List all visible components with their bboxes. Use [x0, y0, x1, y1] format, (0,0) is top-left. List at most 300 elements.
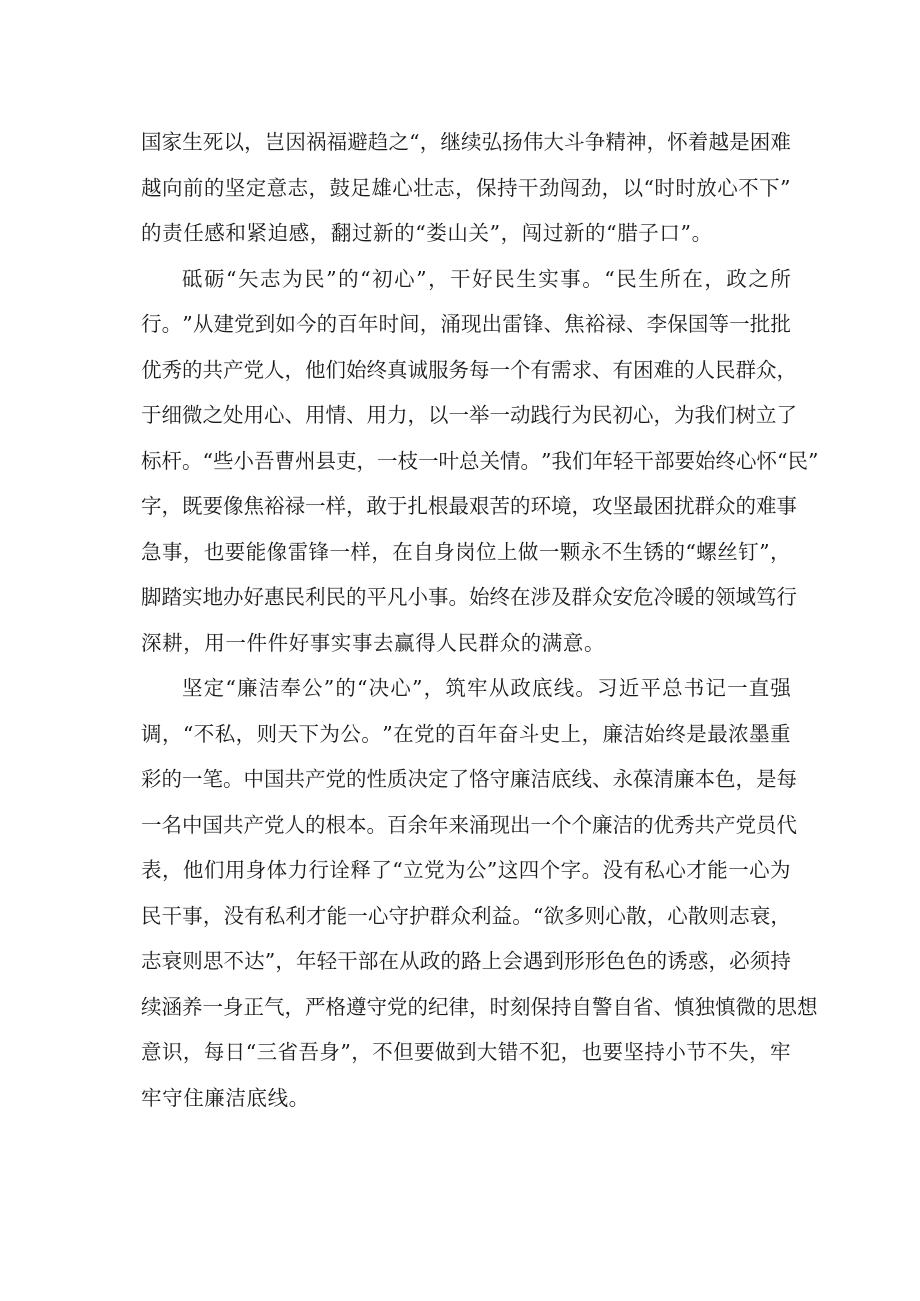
text-char: 事: [161, 539, 183, 564]
text-char: 这: [497, 858, 519, 882]
text-char: 能: [245, 539, 267, 564]
text-char: ”: [326, 266, 337, 291]
text-char: ，: [161, 721, 183, 746]
text-char: 洁: [530, 767, 551, 791]
text-char: 个: [510, 357, 531, 382]
text-char: 困: [653, 494, 674, 518]
text-char: 领: [715, 585, 736, 609]
text-char: 的: [394, 221, 415, 245]
text-char: 岂: [264, 130, 286, 154]
text-char: 小: [665, 1040, 686, 1064]
text-char: 线: [553, 676, 575, 700]
text-char: 党: [424, 858, 445, 882]
text-char: 廉: [204, 1085, 225, 1110]
text-char: 焦: [243, 494, 264, 518]
text-char: ，: [183, 630, 204, 655]
text-char: 去: [373, 630, 394, 655]
text-char: 身: [223, 994, 244, 1019]
text-char: 上: [560, 721, 582, 746]
text-char: 等: [708, 312, 729, 336]
text-char: ，: [419, 312, 441, 336]
text-char: 于: [387, 494, 408, 518]
text-char: “: [776, 448, 788, 473]
text-char: “: [532, 903, 544, 928]
text-char: 暖: [674, 585, 695, 609]
text-char: 、: [592, 357, 613, 382]
text-char: 国: [687, 312, 709, 336]
text-char: 要: [602, 1040, 624, 1064]
text-char: ”: [759, 539, 770, 564]
text-char: 神: [625, 130, 647, 154]
text-char: 年: [295, 949, 317, 973]
text-char: 域: [735, 585, 756, 609]
text-char: 总: [662, 676, 683, 700]
text-char: 建: [213, 312, 234, 336]
text-char: 事: [428, 585, 449, 609]
text-char: 共: [202, 357, 223, 382]
text-char: 的: [305, 812, 326, 837]
text-char: 日: [224, 1040, 246, 1064]
text-char: 定: [245, 175, 267, 200]
text-char: 根: [428, 494, 449, 518]
text-char: 避: [347, 130, 368, 154]
text-char: 叶: [438, 448, 459, 473]
text-char: 立: [756, 403, 777, 427]
text-char: 律: [448, 994, 469, 1019]
text-char: ”: [486, 858, 498, 882]
text-char: 求: [571, 357, 592, 382]
text-char: 趋: [367, 130, 389, 154]
text-char: 员: [756, 812, 777, 837]
text-char: 好: [288, 630, 310, 655]
text-char: 情: [325, 403, 346, 427]
text-char: 凡: [387, 585, 408, 609]
text-char: 要: [224, 539, 246, 564]
text-char: 众: [499, 630, 521, 655]
text-char: 党: [387, 994, 408, 1019]
text-char: 公: [465, 858, 487, 882]
text-char: 像: [266, 539, 288, 564]
text-char: ，: [704, 266, 725, 291]
text-char: 曹: [274, 448, 295, 473]
text-char: 子: [638, 221, 659, 245]
text-char: 没: [223, 903, 244, 928]
text-char: ，: [356, 448, 377, 473]
text-char: 坚: [224, 175, 246, 200]
text-char: 苦: [489, 494, 510, 518]
text-char: ，: [284, 994, 305, 1019]
text-char: 争: [584, 130, 606, 154]
text-char: 脚: [141, 585, 162, 609]
text-char: 保: [667, 312, 688, 336]
text-char: 则: [584, 903, 606, 928]
text-char: 不: [518, 1040, 540, 1064]
text-line: [141, 848, 791, 894]
text-char: 要: [202, 494, 223, 518]
text-char: 根: [325, 812, 346, 837]
text-char: 在: [682, 266, 703, 291]
text-char: “: [360, 266, 371, 291]
text-char: 护: [409, 903, 430, 928]
text-char: 来: [448, 812, 469, 837]
text-char: 部: [653, 448, 675, 473]
text-char: ，: [749, 1040, 770, 1064]
text-char: “: [202, 448, 213, 473]
text-char: 的: [316, 312, 338, 336]
text-char: 间: [399, 312, 420, 336]
text-char: 以: [428, 403, 449, 427]
text-char: 想: [797, 994, 818, 1019]
text-char: 是: [756, 767, 777, 791]
text-char: ”: [540, 448, 552, 473]
text-char: 微: [182, 403, 203, 427]
text-char: 天: [277, 721, 299, 746]
text-char: 一: [182, 767, 203, 791]
text-char: 于: [141, 403, 162, 427]
text-char: 永: [612, 767, 633, 791]
text-char: 利: [285, 903, 306, 928]
text-char: 。: [182, 448, 203, 473]
text-char: 生: [516, 266, 537, 291]
text-char: 福: [326, 130, 348, 154]
text-char: 余: [407, 812, 428, 837]
text-char: “: [392, 858, 403, 882]
text-char: 秀: [161, 357, 182, 382]
text-char: 县: [315, 448, 336, 473]
text-char: 思: [776, 994, 797, 1019]
text-char: 们: [203, 858, 225, 882]
text-char: 持: [551, 994, 572, 1019]
text-char: 。: [161, 312, 183, 336]
text-char: 决: [368, 676, 390, 700]
text-char: ，: [284, 357, 305, 382]
text-char: 的: [440, 949, 461, 973]
text-char: ，: [275, 949, 296, 973]
text-char: 直: [748, 676, 770, 700]
text-char: 因: [285, 130, 306, 154]
text-char: 人: [436, 630, 457, 655]
text-char: 。: [583, 630, 605, 655]
text-char: 现: [460, 312, 482, 336]
text-char: 每: [203, 1040, 225, 1064]
text-char: 干: [633, 448, 654, 473]
text-char: 以: [223, 130, 244, 154]
text-char: 决: [407, 767, 428, 791]
text-char: 翻: [330, 221, 352, 245]
text-char: 廉: [602, 721, 624, 746]
text-char: 实: [538, 266, 559, 291]
text-char: 平: [366, 585, 387, 609]
text-char: 难: [756, 494, 777, 518]
text-char: 、: [625, 312, 647, 336]
text-char: 轻: [612, 448, 634, 473]
text-char: 本: [346, 812, 367, 837]
text-char: ，: [346, 494, 367, 518]
text-line: [141, 1030, 791, 1076]
text-char: 记: [705, 676, 726, 700]
text-char: 时: [654, 175, 675, 200]
text-char: 用: [366, 403, 387, 427]
text-line: [141, 666, 791, 712]
text-char: 。: [288, 1085, 310, 1110]
text-char: 不: [707, 1040, 728, 1064]
text-char: 自: [612, 994, 633, 1019]
text-char: 一: [376, 448, 398, 473]
text-char: “: [226, 266, 237, 291]
text-char: ”: [416, 266, 427, 291]
text-char: 本: [694, 767, 715, 791]
text-char: 用: [243, 403, 264, 427]
text-line: [141, 484, 797, 530]
text-char: 百: [337, 312, 358, 336]
text-char: 境: [551, 494, 572, 518]
text-char: 身: [245, 858, 267, 882]
text-char: 多: [564, 903, 585, 928]
text-char: 干: [161, 903, 183, 928]
text-char: 怀: [756, 448, 777, 473]
text-char: 下: [759, 175, 780, 200]
text-char: 才: [306, 903, 327, 928]
text-char: 壮: [413, 175, 434, 200]
text-char: 共: [694, 812, 715, 837]
text-char: 一: [448, 403, 469, 427]
text-char: 的: [520, 630, 542, 655]
text-char: 终: [366, 357, 387, 382]
text-char: 感: [204, 221, 225, 245]
text-char: 、: [653, 994, 674, 1019]
text-char: 的: [585, 221, 606, 245]
text-char: 大: [476, 1040, 498, 1064]
text-char: 攻: [592, 494, 613, 518]
text-char: 裕: [584, 312, 606, 336]
text-char: 办: [223, 585, 244, 609]
text-char: 诱: [667, 949, 688, 973]
text-char: 民: [284, 585, 305, 609]
text-char: 笃: [756, 585, 777, 609]
text-char: 不: [738, 175, 759, 200]
text-char: 家: [161, 130, 183, 154]
text-char: 失: [728, 1040, 749, 1064]
text-line: [141, 120, 791, 166]
text-char: 。: [582, 266, 603, 291]
text-char: 样: [325, 494, 346, 518]
text-char: “: [409, 130, 420, 154]
text-char: 每: [469, 357, 490, 382]
text-char: 公: [302, 676, 323, 700]
text-char: 一: [729, 312, 750, 336]
text-line: [141, 211, 791, 257]
text-char: 身: [434, 539, 455, 564]
text-char: 艰: [469, 494, 490, 518]
text-char: 实: [330, 630, 352, 655]
text-char: 民: [457, 630, 478, 655]
text-char: ，: [653, 403, 674, 427]
text-char: 洁: [225, 1085, 246, 1110]
text-char: 的: [756, 994, 777, 1019]
text-char: 墨: [749, 721, 770, 746]
text-char: ，: [776, 357, 797, 382]
text-char: 益: [491, 903, 513, 928]
text-char: 能: [326, 903, 348, 928]
text-char: 他: [182, 858, 204, 882]
text-char: 党: [243, 357, 264, 382]
text-char: 践: [530, 403, 551, 427]
text-char: 。: [520, 448, 541, 473]
text-char: 党: [735, 812, 756, 837]
text-char: ，: [407, 403, 428, 427]
text-char: 岗: [455, 539, 476, 564]
text-char: 感: [288, 221, 310, 245]
text-char: 性: [366, 767, 387, 791]
text-char: 任: [183, 221, 204, 245]
text-char: ，: [571, 494, 592, 518]
text-char: 务: [448, 357, 469, 382]
text-char: ，: [244, 130, 265, 154]
text-char: 始: [346, 357, 367, 382]
text-char: 志: [434, 175, 455, 200]
article-body: [141, 120, 819, 1121]
text-char: 了: [371, 858, 392, 882]
text-char: 名: [161, 812, 182, 837]
text-char: 安: [612, 585, 633, 609]
text-char: 出: [510, 812, 531, 837]
text-char: 劲: [538, 175, 560, 200]
text-char: 的: [674, 357, 695, 382]
text-char: 时: [675, 175, 696, 200]
text-char: 慎: [715, 994, 736, 1019]
text-char: 地: [202, 585, 223, 609]
text-char: 到: [543, 949, 564, 973]
text-char: 国: [264, 767, 285, 791]
text-char: “: [182, 721, 194, 746]
text-char: 困: [633, 357, 654, 382]
text-char: 定: [428, 767, 449, 791]
text-char: 心: [392, 175, 413, 200]
text-char: 笔: [202, 767, 223, 791]
text-char: 意: [141, 1040, 162, 1064]
text-char: 处: [223, 403, 244, 427]
text-char: 力: [287, 858, 309, 882]
text-char: 们: [715, 403, 736, 427]
text-char: 形: [584, 949, 606, 973]
text-char: 。: [512, 903, 533, 928]
text-char: ，: [500, 221, 522, 245]
text-char: 危: [633, 585, 654, 609]
text-char: ”: [807, 448, 819, 473]
text-char: 、: [346, 403, 367, 427]
text-char: ”: [323, 676, 335, 700]
text-char: 政: [419, 949, 441, 973]
text-char: ，: [581, 721, 603, 746]
text-char: 用: [204, 630, 225, 655]
text-char: 最: [707, 721, 728, 746]
text-char: 和: [225, 221, 246, 245]
text-char: 的: [161, 767, 182, 791]
text-char: 一: [538, 539, 560, 564]
text-char: 节: [686, 1040, 707, 1064]
text-char: 深: [141, 630, 162, 655]
text-char: 弘: [481, 130, 503, 154]
text-char: 扎: [407, 494, 428, 518]
text-char: 所: [660, 266, 681, 291]
text-char: 一: [728, 858, 749, 882]
text-char: 质: [387, 767, 408, 791]
text-char: 腊: [617, 221, 638, 245]
text-char: 气: [264, 994, 285, 1019]
text-char: 省: [633, 994, 654, 1019]
text-char: 做: [435, 1040, 456, 1064]
text-char: 杆: [161, 448, 182, 473]
text-char: 色: [625, 949, 647, 973]
text-char: 民: [787, 448, 808, 473]
text-char: 口: [659, 221, 680, 245]
text-char: 所: [770, 266, 791, 291]
text-char: ，: [560, 1040, 582, 1064]
text-char: 诚: [407, 357, 428, 382]
text-char: 事: [182, 903, 203, 928]
text-char: “: [225, 676, 236, 700]
text-char: 慎: [674, 994, 695, 1019]
text-char: 之: [202, 403, 223, 427]
text-char: 省: [277, 1040, 299, 1064]
text-char: ，: [646, 903, 668, 928]
text-char: 急: [141, 539, 162, 564]
text-line: [141, 575, 797, 621]
text-char: 初: [372, 266, 393, 291]
text-char: 有: [244, 903, 265, 928]
text-char: 众: [715, 494, 736, 518]
text-char: 死: [202, 130, 224, 154]
text-char: ，: [601, 175, 623, 200]
text-char: 识: [161, 1040, 183, 1064]
text-char: ，: [770, 903, 791, 928]
text-char: 代: [776, 812, 797, 837]
text-char: 在: [392, 539, 413, 564]
text-char: 也: [581, 1040, 603, 1064]
text-char: 从: [399, 949, 420, 973]
text-char: 志: [260, 266, 281, 291]
text-char: 事: [351, 630, 373, 655]
text-line: [141, 1076, 791, 1122]
text-char: 浓: [728, 721, 749, 746]
text-char: 散: [687, 903, 709, 928]
text-char: 生: [638, 266, 659, 291]
text-char: 始: [694, 448, 716, 473]
text-char: 私: [214, 721, 236, 746]
text-char: 续: [460, 130, 482, 154]
text-char: 清: [653, 767, 674, 791]
text-char: 史: [539, 721, 561, 746]
text-char: 中: [182, 812, 203, 837]
text-char: 耕: [162, 630, 183, 655]
text-char: 格: [325, 994, 346, 1019]
text-char: 形: [564, 949, 585, 973]
text-char: 之: [748, 266, 769, 291]
text-char: 一: [141, 812, 162, 837]
text-char: 会: [502, 949, 523, 973]
text-char: 须: [749, 949, 771, 973]
text-char: 国: [202, 812, 223, 837]
text-char: 群: [571, 585, 592, 609]
text-char: ，: [646, 130, 668, 154]
text-char: 奉: [280, 676, 301, 700]
text-char: 每: [776, 767, 797, 791]
text-char: 禄: [284, 494, 305, 518]
text-char: 在: [510, 585, 531, 609]
text-char: 。: [575, 676, 596, 700]
text-line: [141, 348, 797, 394]
text-char: 有: [623, 858, 644, 882]
